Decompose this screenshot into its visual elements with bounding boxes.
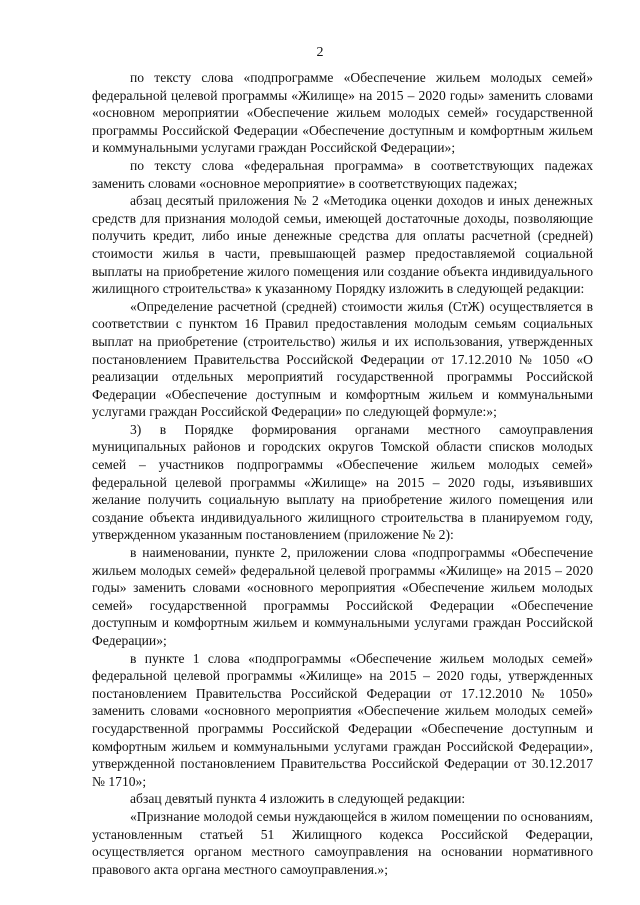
paragraph-housing-cost-definition: «Определение расчетной (средней) стоимости жилья (СтЖ) осуществляется в соответствии с пунктом 16 Правил предоставления молодым семьям социальных выплат на приобретение (строительство) жилья и их использования, утвержденных постановлением Правительства Российской Федерации от 17.12.2010 № 1050 «О реализации отдельных мероприятий государственной программы Российской Федерации «Обеспечение доступным и комфортным жильем и коммунальными услугами граждан Российской Федерации» по следующей формуле:»; bbox=[92, 298, 593, 420]
paragraph-point-4-intro: абзац девятый пункта 4 изложить в следующей редакции: bbox=[130, 791, 466, 807]
paragraph-subprogram-replacement: по тексту слова «подпрограмме «Обеспечение жильем молодых семей» федеральной целевой программы «Жилище» на 2015 – 2020 годы» заменить словами «основном мероприятии «Обеспечение жильем молодых семей» государственной программы Российской Федерации «Обеспечение доступным и комфортным жильем и коммунальными услугами граждан Российской Федерации»; bbox=[92, 70, 593, 156]
paragraph-appendix-2-methodology: абзац десятый приложения № 2 «Методика оценки доходов и иных денежных средств для признания молодой семьи, имеющей достаточные доходы, позволяющие получить кредит, либо иные денежные средства для оплаты расчетной (средней) стоимости жилья в части, превышающей размер предоставляемой социальной выплаты на приобретение жилого помещения или создание объекта индивидуального жилищного строительства» к указанному Порядку изложить в следующей редакции: bbox=[92, 193, 593, 297]
paragraph-federal-program-replacement: по тексту слова «федеральная программа» в соответствующих падежах заменить словами «основное мероприятие» в соответствующих падежах; bbox=[92, 157, 593, 191]
page-number: 2 bbox=[316, 45, 324, 60]
paragraph-point-1-amendment: в пункте 1 слова «подпрограммы «Обеспечение жильем молодых семей» федеральной целевой программы «Жилище» на 2015 – 2020 годы, утвержденных постановлением Правительства Российской Федерации от 17.12.2010 № 1050» заменить словами «основного мероприятия «Обеспечение жильем молодых семей» государственной программы Российской Федерации «Обеспечение доступным и комфортным жильем и коммунальными услугами граждан Российской Федерации», утвержденной постановлением Правительства Российской Федерации от 30.12.2017 № 1710»; bbox=[92, 650, 593, 789]
paragraph-point-4-new-text: «Признание молодой семьи нуждающейся в жилом помещении по основаниям, установленным статьей 51 Жилищного кодекса Российской Федерации, осуществляется органом местного самоуправления на основании нормативного правового акта органа местного самоуправления.»; bbox=[92, 808, 593, 877]
paragraph-title-amendment: в наименовании, пункте 2, приложении слова «подпрограммы «Обеспечение жильем молодых семей» федеральной целевой программы «Жилище» на 2015 – 2020 годы» заменить словами «основного мероприятия «Обеспечение жильем молодых семей» государственной программы Российской Федерации «Обеспечение доступным и комфортным жильем и коммунальными услугами граждан Российской Федерации»; bbox=[92, 545, 593, 648]
document-body bbox=[92, 69, 593, 878]
paragraph-list-formation-procedure: 3) в Порядке формирования органами местного самоуправления муниципальных районов и городских округов Томской области списков молодых семей – участников подпрограммы «Обеспечение жильем молодых семей» федеральной целевой программы «Жилище» на 2015 – 2020 годы, изъявивших желание получить социальную выплату на приобретение жилого помещения или создание объекта индивидуального жилищного строительства в планируемом году, утвержденном указанным постановлением (приложение № 2): bbox=[92, 421, 593, 543]
